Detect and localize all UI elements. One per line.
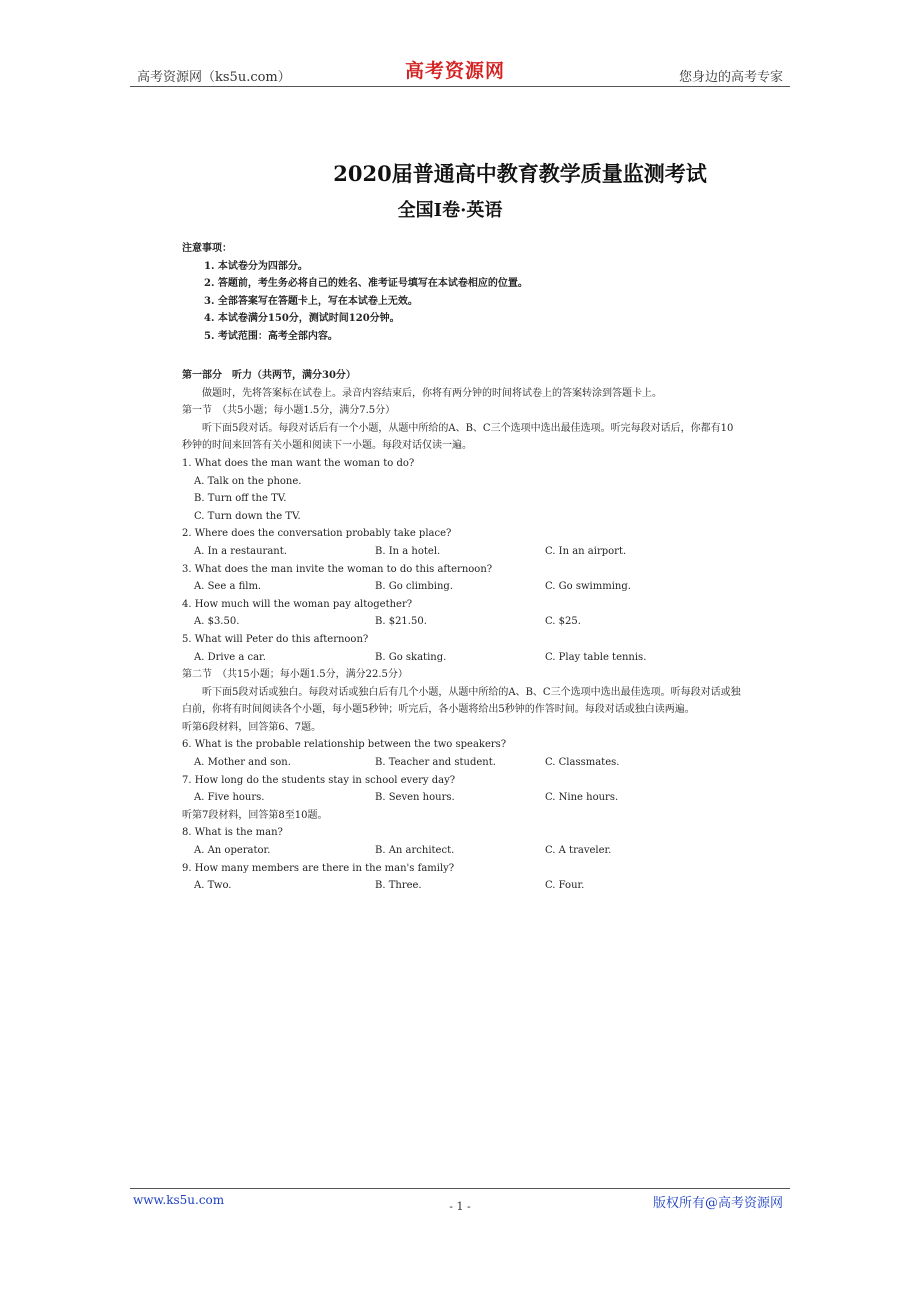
section1-intro: 听下面5段对话。每段对话后有一个小题，从题中所给的A、B、C三个选项中选出最佳选项。听完每段对话后，你都有10秒钟的时间来回答有关小题和阅读下一小题。每段对话仅读一遍。 xyxy=(182,422,734,452)
notice-item: 5. 考试范围：高考全部内容。 xyxy=(204,330,338,342)
option-c: C. Four. xyxy=(545,880,585,892)
option-b: B. Go climbing. xyxy=(375,581,453,593)
option-a: A. Two. xyxy=(194,880,232,892)
option-b: B. An architect. xyxy=(375,845,455,857)
question-stem: 8. What is the man? xyxy=(182,827,283,839)
notice-item: 2. 答题前，考生务必将自己的姓名、准考证号填写在本试卷相应的位置。 xyxy=(204,278,528,289)
page-number: - 1 - xyxy=(449,1200,471,1213)
option-b: B. Go skating. xyxy=(375,651,447,663)
question-stem: 7. How long do the students stay in school every day? xyxy=(182,774,456,786)
option-c: C. Nine hours. xyxy=(545,792,619,804)
question-stem: 5. What will Peter do this afternoon? xyxy=(182,633,369,645)
header-logo: 高考资源网 xyxy=(405,60,506,82)
option-b: B. Three. xyxy=(375,880,422,892)
options-row xyxy=(182,543,742,561)
option-a: A. $3.50. xyxy=(194,616,240,628)
header-divider xyxy=(130,86,790,87)
options-row xyxy=(182,877,742,895)
part1-intro: 做题时，先将答案标在试卷上。录音内容结束后，你将有两分钟的时间将试卷上的答案转涂到答题卡上。 xyxy=(202,387,662,399)
option-c: C. Go swimming. xyxy=(545,581,631,593)
notice-block xyxy=(182,240,742,345)
option-a: A. See a film. xyxy=(194,581,262,593)
option-a: A. Five hours. xyxy=(194,792,265,804)
options-row xyxy=(182,789,742,807)
question-stem: 6. What is the probable relationship between the two speakers? xyxy=(182,739,507,751)
footer-divider xyxy=(130,1188,790,1189)
question-stem: 1. What does the man want the woman to do? xyxy=(182,457,415,469)
header-site-name: 高考资源网（ks5u.com） xyxy=(137,70,291,85)
exam-title: 2020届普通高中教育教学质量监测考试 xyxy=(333,161,707,186)
listening-part xyxy=(182,367,742,895)
question-stem: 9. How many members are there in the man's family? xyxy=(182,862,455,874)
options-row xyxy=(182,649,742,667)
option-a: A. Talk on the phone. xyxy=(194,475,302,487)
exam-subtitle: 全国Ⅰ卷·英语 xyxy=(397,200,503,221)
question-stem: 2. Where does the conversation probably take place? xyxy=(182,528,452,540)
options-row xyxy=(182,578,742,596)
notice-heading: 注意事项： xyxy=(182,243,232,254)
option-a: A. Drive a car. xyxy=(194,651,266,663)
section2-intro: 听下面5段对话或独白。每段对话或独白后有几个小题，从题中所给的A、B、C三个选项中选出最佳选项。听每段对话或独白前，你将有时间阅读各个小题，每小题5秒钟；听完后，各小题将给出5秒钟的作答时间。每段对话或独白读两遍。 xyxy=(182,686,741,716)
notice-item: 4. 本试卷满分150分，测试时间120分钟。 xyxy=(204,313,400,324)
option-c: C. $25. xyxy=(545,616,581,628)
option-c: C. Turn down the TV. xyxy=(194,510,301,522)
section1-heading: 第一节 （共5小题；每小题1.5分，满分7.5分） xyxy=(182,405,396,417)
option-a: A. An operator. xyxy=(194,845,271,857)
part1-heading: 第一部分 听力（共两节，满分30分） xyxy=(182,370,356,381)
option-a: A. Mother and son. xyxy=(194,757,291,769)
option-c: C. A traveler. xyxy=(545,845,612,857)
footer-site-link[interactable]: www.ks5u.com xyxy=(133,1193,225,1207)
notice-item: 3. 全部答案写在答题卡上，写在本试卷上无效。 xyxy=(204,295,418,307)
options-row xyxy=(182,613,742,631)
option-b: B. Teacher and student. xyxy=(375,757,496,769)
option-c: C. Play table tennis. xyxy=(545,651,647,663)
question-stem: 4. How much will the woman pay altogether? xyxy=(182,598,413,610)
option-b: B. Turn off the TV. xyxy=(194,493,287,505)
material-note: 听第6段材料，回答第6、7题。 xyxy=(182,721,322,733)
footer-copyright: 版权所有@高考资源网 xyxy=(652,1196,783,1211)
notice-item: 1. 本试卷分为四部分。 xyxy=(204,260,308,272)
option-b: B. In a hotel. xyxy=(375,545,441,557)
option-c: C. In an airport. xyxy=(545,545,627,557)
option-c: C. Classmates. xyxy=(545,757,620,769)
options-row xyxy=(182,754,742,772)
header-slogan: 您身边的高考专家 xyxy=(678,70,783,85)
options-row xyxy=(182,842,742,860)
option-b: B. $21.50. xyxy=(375,616,427,628)
option-b: B. Seven hours. xyxy=(375,792,455,804)
question-stem: 3. What does the man invite the woman to do this afternoon? xyxy=(182,563,493,575)
material-note: 听第7段材料，回答第8至10题。 xyxy=(182,809,328,821)
section2-heading: 第二节 （共15小题；每小题1.5分，满分22.5分） xyxy=(182,669,408,681)
option-a: A. In a restaurant. xyxy=(194,545,287,557)
